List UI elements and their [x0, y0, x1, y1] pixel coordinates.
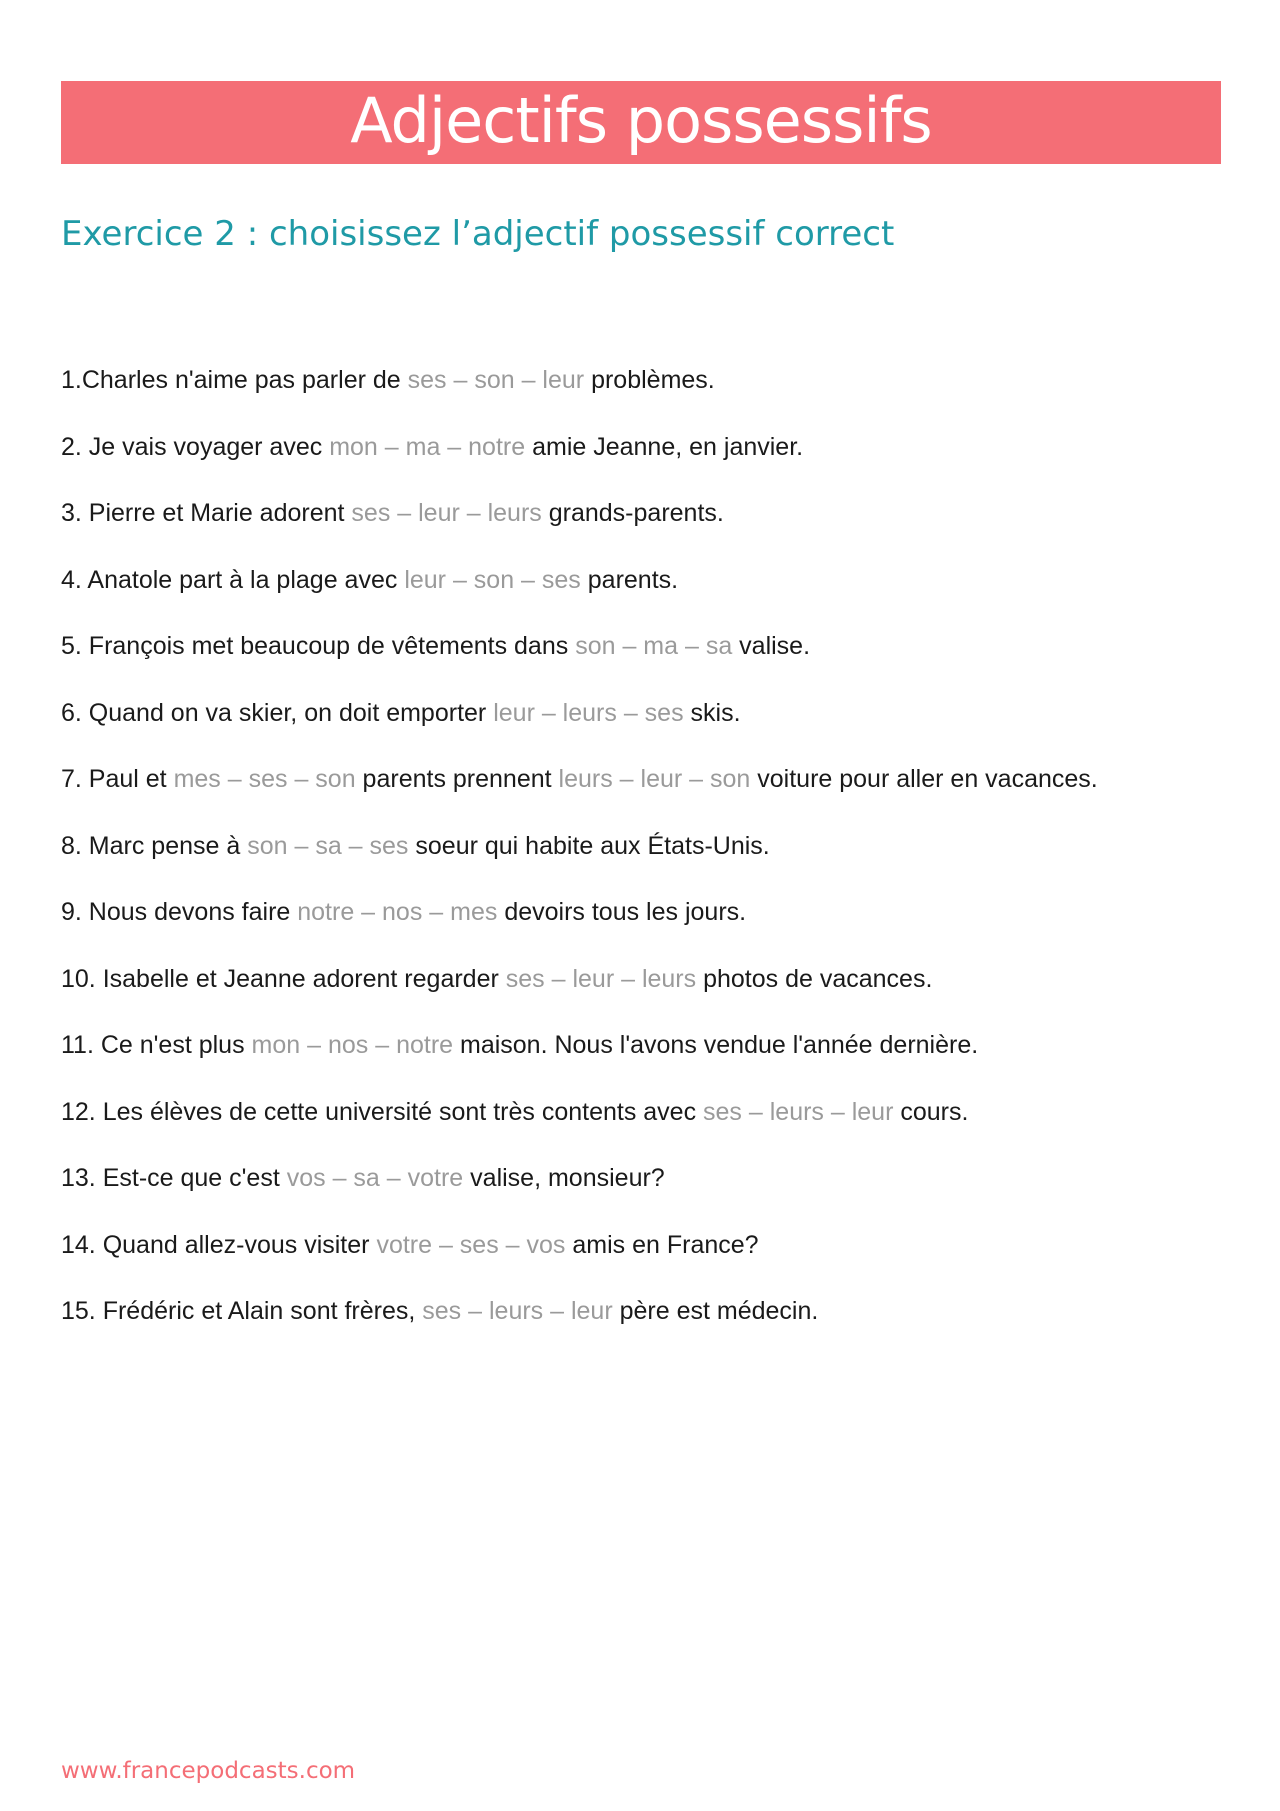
item-text-after: grands-parents. [541, 499, 724, 527]
item-choices: mon – nos – notre [251, 1031, 454, 1059]
item-choices: votre – ses – vos [376, 1230, 566, 1259]
item-text-before: 10. Isabelle et Jeanne adorent regarder [61, 964, 506, 993]
item-text-after: valise. [732, 632, 811, 660]
exercise-item-8 [61, 825, 1141, 867]
item-text-after: valise, monsieur? [463, 1164, 665, 1192]
item-choices: son – ma – sa [575, 632, 733, 660]
item-text-before: 15. Frédéric et Alain sont frères, [61, 1297, 423, 1325]
item-choices-second: leurs – leur – son [558, 765, 751, 793]
exercise-list [61, 359, 1141, 1357]
item-choices: ses – son – leur [407, 366, 585, 394]
item-text-before: 4. Anatole part à la plage avec [61, 565, 405, 594]
item-choices: mon – ma – notre [329, 432, 526, 461]
exercise-subtitle: Exercice 2 : choisissez l’adjectif possessif correct [61, 214, 895, 254]
item-text-after: amis en France? [565, 1230, 759, 1259]
item-text-before: 3. Pierre et Marie adorent [61, 499, 352, 527]
exercise-item-15 [61, 1290, 1141, 1332]
item-text-after: amie Jeanne, en janvier. [525, 432, 804, 461]
item-text-after: problèmes. [584, 366, 715, 394]
item-choices: ses – leur – leurs [505, 964, 697, 993]
item-choices: leur – son – ses [404, 565, 581, 594]
title-banner [61, 81, 1221, 164]
item-text-before: 11. Ce n'est plus [61, 1031, 252, 1059]
item-text-before: 9. Nous devons faire [61, 898, 298, 926]
exercise-item-1 [61, 359, 1141, 401]
exercise-item-10 [61, 958, 1141, 1000]
item-text-before: 1.Charles n'aime pas parler de [61, 366, 408, 394]
item-text-after: voiture pour aller en vacances. [750, 765, 1098, 793]
item-text-after: parents. [580, 565, 679, 594]
item-text-after: photos de vacances. [696, 964, 933, 993]
item-choices: mes – ses – son [173, 765, 356, 793]
exercise-item-5 [61, 625, 1141, 667]
item-text-after: devoirs tous les jours. [497, 898, 747, 926]
item-text-before: 2. Je vais voyager avec [61, 432, 330, 461]
item-text-after: skis. [683, 698, 741, 727]
footer-url: www.francepodcasts.com [61, 1758, 356, 1784]
item-choices: notre – nos – mes [297, 898, 498, 926]
item-text-after: père est médecin. [612, 1297, 819, 1325]
item-choices: son – sa – ses [247, 831, 409, 860]
item-choices: ses – leur – leurs [351, 499, 542, 527]
item-text-before: 8. Marc pense à [61, 831, 248, 860]
item-text-before: 5. François met beaucoup de vêtements dans [61, 632, 576, 660]
item-choices: leur – leurs – ses [493, 698, 684, 727]
item-text-before: 6. Quand on va skier, on doit emporter [61, 698, 494, 727]
exercise-item-12 [61, 1091, 1141, 1133]
item-text-after: cours. [893, 1097, 969, 1126]
exercise-item-4 [61, 559, 1141, 601]
item-text-before: 14. Quand allez-vous visiter [61, 1230, 377, 1259]
exercise-item-6 [61, 692, 1141, 734]
exercise-item-2 [61, 426, 1141, 468]
item-text-before: 13. Est-ce que c'est [61, 1164, 287, 1192]
item-text-before: 7. Paul et [61, 765, 174, 793]
exercise-item-13 [61, 1157, 1141, 1199]
item-text-middle: parents prennent [355, 765, 559, 793]
page-title: Adjectifs possessifs [350, 83, 932, 157]
item-choices: ses – leurs – leur [703, 1097, 894, 1126]
item-choices: ses – leurs – leur [422, 1297, 613, 1325]
exercise-item-3 [61, 492, 1141, 534]
exercise-item-7 [61, 758, 1141, 800]
exercise-item-14 [61, 1224, 1141, 1266]
item-text-before: 12. Les élèves de cette université sont très contents avec [61, 1097, 704, 1126]
exercise-item-9 [61, 891, 1141, 933]
item-text-after: soeur qui habite aux États-Unis. [408, 831, 770, 860]
item-choices: vos – sa – votre [286, 1164, 464, 1192]
item-text-after: maison. Nous l'avons vendue l'année dernière. [453, 1031, 979, 1059]
exercise-item-11 [61, 1024, 1141, 1066]
